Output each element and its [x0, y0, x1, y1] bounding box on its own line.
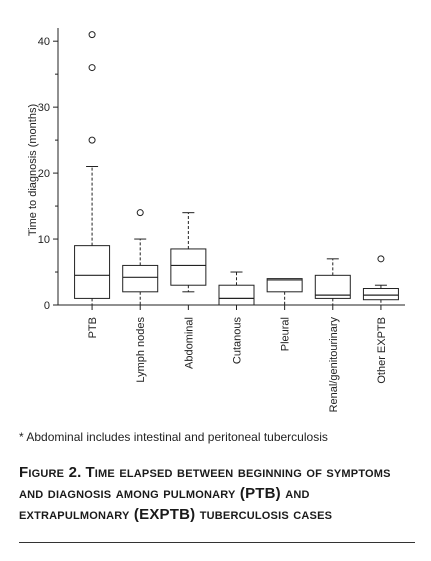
boxes [75, 32, 399, 305]
footnote: * Abdominal includes intestinal and peritoneal tuberculosis [19, 430, 328, 444]
x-category-label: PTB [87, 317, 100, 339]
y-tick-label: 30 [37, 102, 50, 115]
x-category-label: Cutanous [231, 317, 244, 365]
box [267, 279, 302, 292]
x-category-label: Pleural [279, 317, 292, 352]
y-tick-label: 10 [37, 234, 50, 247]
outlier-point [378, 256, 384, 262]
box [75, 246, 110, 299]
outlier-point [89, 32, 95, 38]
box [363, 289, 398, 300]
x-category-label: Abdominal [183, 317, 196, 369]
y-tick-label: 40 [37, 36, 50, 49]
outlier-point [137, 210, 143, 216]
x-category-label: Renal/genitourinary [327, 317, 340, 413]
y-tick-label: 0 [43, 300, 50, 312]
axes [38, 28, 405, 412]
x-category-label: Other EXPTB [375, 317, 388, 384]
outlier-point [89, 137, 95, 143]
caption-label: Figure 2. [19, 464, 82, 481]
box [219, 285, 254, 305]
y-tick-label: 20 [37, 168, 50, 181]
caption-text: Time elapsed between beginning of symptoms and diagnosis among pulmonary (PTB) and extrapulmonary (EXPTB) tuberculosis cases [19, 464, 391, 523]
y-axis-label: Time to diagnosis (months) [27, 103, 39, 237]
x-category-label: Lymph nodes [135, 317, 148, 383]
box [123, 265, 158, 291]
bottom-rule [19, 542, 415, 543]
figure-caption [19, 462, 419, 525]
box [171, 249, 206, 285]
outlier-point [89, 65, 95, 71]
